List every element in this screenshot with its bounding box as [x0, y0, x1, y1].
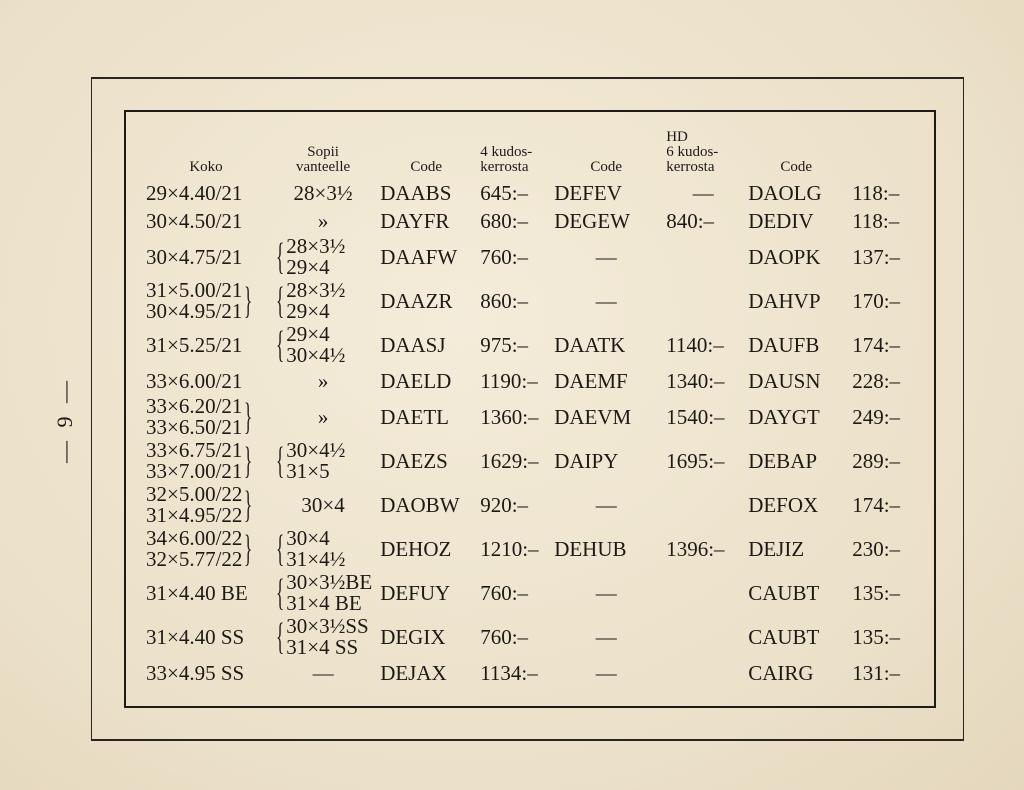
cell-line: 30×4 — [301, 492, 345, 517]
header-price-3 — [848, 130, 916, 179]
cell-price-6 — [662, 279, 744, 323]
cell-price-6: 1140:– — [666, 332, 724, 357]
cell-code-2: — — [595, 580, 617, 605]
cell-price-3: 230:– — [852, 536, 901, 561]
table-row — [142, 659, 916, 687]
table-row — [142, 367, 916, 395]
table-row — [142, 483, 916, 527]
cell-koko — [142, 615, 270, 659]
cell-sopii — [270, 279, 376, 323]
cell-line: 33×6.50/21 — [146, 415, 243, 439]
cell-line: 33×6.20/21 — [146, 394, 243, 418]
cell-koko — [142, 439, 270, 483]
cell-sopii — [270, 659, 376, 687]
cell-line: 33×4.95 SS — [146, 660, 245, 685]
cell-code: DAYFR — [380, 208, 450, 233]
cell-price-4: 645:– — [480, 180, 529, 205]
header-hd-6-kudoskerrosta: HD 6 kudos- kerrosta — [666, 129, 719, 175]
cell-koko — [142, 527, 270, 571]
table-row — [142, 235, 916, 279]
cell-price-3: 170:– — [852, 288, 901, 313]
cell-koko — [142, 179, 270, 207]
cell-code: DAAZR — [380, 288, 453, 313]
cell-code-3: DEFOX — [748, 492, 819, 517]
cell-sopii — [270, 179, 376, 207]
cell-price-4: 680:– — [480, 208, 529, 233]
table-row — [142, 207, 916, 235]
cell-price-4: 1134:– — [480, 660, 538, 685]
cell-code-3: CAUBT — [748, 580, 820, 605]
table-row — [142, 279, 916, 323]
cell-line: » — [317, 208, 329, 233]
cell-line: 33×6.00/21 — [146, 368, 243, 393]
cell-line: 30×4 — [286, 526, 330, 550]
table-row — [142, 527, 916, 571]
cell-sopii — [270, 367, 376, 395]
table-header-row — [142, 130, 916, 179]
cell-code-2: DEFEV — [554, 180, 622, 205]
cell-line: 28×3½ — [286, 234, 346, 258]
cell-price-6: 1540:– — [666, 404, 725, 429]
cell-code: DAASJ — [380, 332, 446, 357]
cell-price-4: 1360:– — [480, 404, 539, 429]
cell-code-2: DEGEW — [554, 208, 630, 233]
cell-code-3: CAUBT — [748, 624, 820, 649]
cell-sopii — [270, 235, 376, 279]
cell-line: 30×4.50/21 — [146, 208, 243, 233]
cell-line: 33×7.00/21 — [146, 459, 243, 483]
left-brace-icon: { — [276, 616, 285, 658]
table-row — [142, 439, 916, 483]
cell-koko — [142, 571, 270, 615]
cell-koko — [142, 395, 270, 439]
header-sopii: Sopii vanteelle — [296, 144, 351, 175]
cell-price-6 — [662, 235, 744, 279]
cell-code-2: — — [595, 244, 617, 269]
left-brace-icon: { — [276, 236, 285, 278]
cell-code-3: CAIRG — [748, 660, 814, 685]
page-number: — 9 — — [52, 377, 77, 463]
table-row — [142, 395, 916, 439]
table-row — [142, 179, 916, 207]
cell-price-4: 920:– — [480, 492, 529, 517]
cell-price-6: 1340:– — [666, 368, 725, 393]
header-code: Code — [410, 159, 443, 175]
cell-code: DAEZS — [380, 448, 448, 473]
table-row — [142, 571, 916, 615]
cell-line: 30×4½ — [286, 343, 346, 367]
left-brace-icon: { — [276, 280, 285, 322]
cell-code-3: DEBAP — [748, 448, 818, 473]
cell-code-3: DAHVP — [748, 288, 821, 313]
cell-price-6: — — [692, 180, 714, 205]
tire-price-table — [142, 130, 916, 687]
cell-line: — — [312, 660, 334, 685]
header-4-kudoskerrosta: 4 kudos- kerrosta — [480, 144, 533, 175]
cell-line: 31×5.25/21 — [146, 332, 243, 357]
cell-koko — [142, 235, 270, 279]
cell-sopii — [270, 527, 376, 571]
cell-sopii — [270, 207, 376, 235]
cell-line: 29×4.40/21 — [146, 180, 243, 205]
table-row — [142, 323, 916, 367]
cell-price-3: 228:– — [852, 368, 901, 393]
cell-price-3: 131:– — [852, 660, 901, 685]
cell-price-6: 1695:– — [666, 448, 725, 473]
header-code-2: Code — [590, 159, 623, 175]
cell-code: DEJAX — [380, 660, 447, 685]
cell-sopii — [270, 395, 376, 439]
cell-line: » — [317, 404, 329, 429]
cell-koko — [142, 323, 270, 367]
cell-price-3: 174:– — [852, 332, 901, 357]
cell-price-3: 137:– — [852, 244, 901, 269]
cell-price-3: 135:– — [852, 580, 901, 605]
cell-price-6 — [662, 659, 744, 687]
cell-code-2: — — [595, 624, 617, 649]
cell-koko — [142, 279, 270, 323]
cell-line: » — [317, 368, 329, 393]
cell-code: DAAFW — [380, 244, 458, 269]
cell-price-4: 760:– — [480, 244, 529, 269]
right-brace-icon: } — [244, 528, 253, 570]
cell-code-3: DAOPK — [748, 244, 821, 269]
cell-price-3: 135:– — [852, 624, 901, 649]
header-koko: Koko — [189, 159, 223, 175]
cell-line: 30×4½ — [286, 438, 346, 462]
cell-code: DEGIX — [380, 624, 446, 649]
left-brace-icon: { — [276, 440, 285, 482]
cell-koko — [142, 367, 270, 395]
cell-price-4: 1210:– — [480, 536, 539, 561]
cell-code-3: DEDIV — [748, 208, 814, 233]
cell-sopii — [270, 439, 376, 483]
cell-line: 33×6.75/21 — [146, 438, 243, 462]
cell-code: DAETL — [380, 404, 450, 429]
cell-code-2: DAIPY — [554, 448, 619, 473]
cell-line: 31×4.95/22 — [146, 503, 243, 527]
cell-line: 29×4 — [286, 255, 330, 279]
cell-line: 31×5.00/21 — [146, 278, 243, 302]
cell-price-4: 1190:– — [480, 368, 538, 393]
cell-code-2: DAEMF — [554, 368, 628, 393]
cell-price-6 — [662, 483, 744, 527]
cell-line: 31×4½ — [286, 547, 346, 571]
left-brace-icon: { — [276, 324, 285, 366]
left-brace-icon: { — [276, 572, 285, 614]
cell-line: 30×4.95/21 — [146, 299, 243, 323]
cell-sopii — [270, 571, 376, 615]
cell-price-3: 289:– — [852, 448, 901, 473]
cell-price-3: 118:– — [852, 208, 900, 233]
cell-line: 28×3½ — [293, 180, 353, 205]
cell-sopii — [270, 615, 376, 659]
cell-price-6 — [662, 615, 744, 659]
cell-code-2: DAEVM — [554, 404, 632, 429]
cell-price-3: 249:– — [852, 404, 901, 429]
cell-price-6: 840:– — [666, 208, 715, 233]
cell-line: 31×4 SS — [286, 635, 359, 659]
cell-code: DAABS — [380, 180, 452, 205]
cell-line: 30×3½SS — [286, 614, 369, 638]
cell-code-2: — — [595, 660, 617, 685]
cell-code-2: DEHUB — [554, 536, 627, 561]
left-brace-icon: { — [276, 528, 285, 570]
cell-code-3: DAUSN — [748, 368, 821, 393]
cell-price-6 — [662, 571, 744, 615]
right-brace-icon: } — [244, 484, 253, 526]
right-brace-icon: } — [244, 280, 253, 322]
cell-code: DAOBW — [380, 492, 460, 517]
cell-code: DEFUY — [380, 580, 451, 605]
cell-code: DAELD — [380, 368, 452, 393]
cell-koko — [142, 659, 270, 687]
cell-line: 34×6.00/22 — [146, 526, 243, 550]
cell-code-2: DAATK — [554, 332, 626, 357]
cell-code-3: DAOLG — [748, 180, 822, 205]
cell-line: 32×5.00/22 — [146, 482, 243, 506]
right-brace-icon: } — [244, 440, 253, 482]
table-body — [142, 179, 916, 687]
cell-price-3: 118:– — [852, 180, 900, 205]
cell-price-4: 975:– — [480, 332, 529, 357]
table-row — [142, 615, 916, 659]
cell-koko — [142, 207, 270, 235]
cell-price-4: 1629:– — [480, 448, 539, 473]
cell-line: 28×3½ — [286, 278, 346, 302]
cell-code-3: DAUFB — [748, 332, 820, 357]
header-code-3: Code — [780, 159, 813, 175]
cell-code-2: — — [595, 288, 617, 313]
cell-line: 31×4 BE — [286, 591, 362, 615]
cell-line: 31×5 — [286, 459, 330, 483]
cell-code-2: — — [595, 492, 617, 517]
cell-sopii — [270, 323, 376, 367]
cell-line: 32×5.77/22 — [146, 547, 243, 571]
cell-line: 29×4 — [286, 322, 330, 346]
cell-price-4: 760:– — [480, 580, 529, 605]
cell-price-4: 860:– — [480, 288, 529, 313]
cell-line: 29×4 — [286, 299, 330, 323]
cell-line: 31×4.40 SS — [146, 624, 245, 649]
cell-code: DEHOZ — [380, 536, 452, 561]
cell-price-4: 760:– — [480, 624, 529, 649]
cell-code-3: DAYGT — [748, 404, 820, 429]
cell-koko — [142, 483, 270, 527]
cell-sopii — [270, 483, 376, 527]
cell-price-6: 1396:– — [666, 536, 725, 561]
cell-price-3: 174:– — [852, 492, 901, 517]
cell-code-3: DEJIZ — [748, 536, 805, 561]
cell-line: 30×4.75/21 — [146, 244, 243, 269]
cell-line: 31×4.40 BE — [146, 580, 248, 605]
cell-line: 30×3½BE — [286, 570, 373, 594]
right-brace-icon: } — [244, 396, 253, 438]
